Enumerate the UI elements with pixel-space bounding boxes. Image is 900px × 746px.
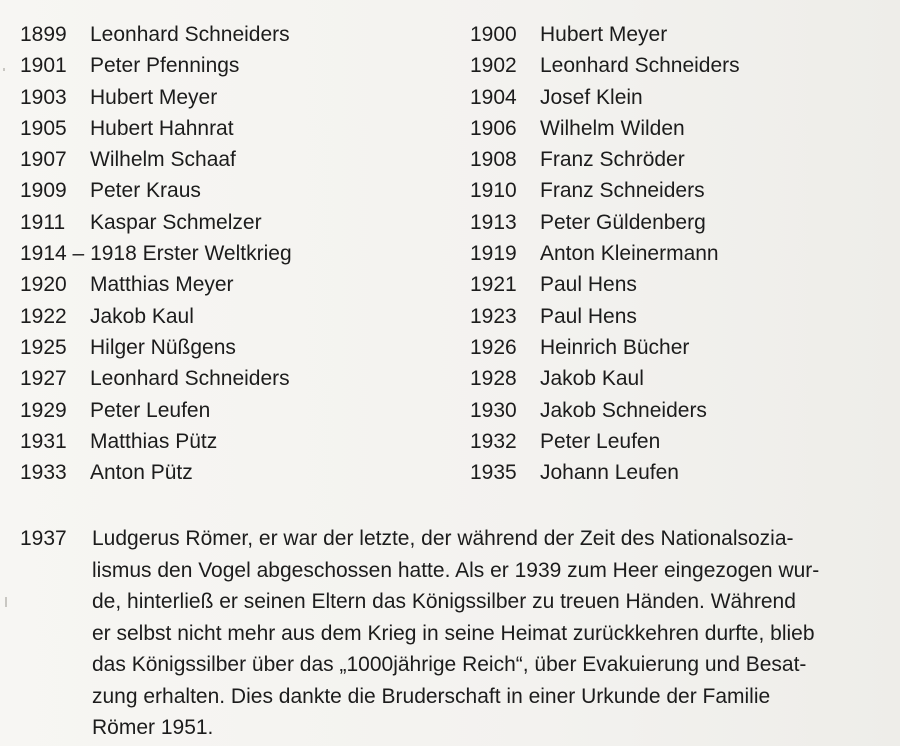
entry-name: Peter Pfennings — [90, 54, 240, 78]
entry-year: 1906 — [470, 116, 517, 140]
note-line: de, hinterließ er seinen Eltern das Königssilber zu treuen Händen. Während — [92, 590, 796, 613]
list-item — [470, 207, 740, 238]
list-item — [470, 426, 740, 457]
entry-name: Peter Leufen — [540, 429, 661, 453]
entry-year: 1927 — [20, 367, 67, 391]
entry-year: 1899 — [20, 23, 67, 46]
list-item — [470, 269, 740, 300]
entry-name: Josef Klein — [540, 85, 643, 109]
left-column-list — [20, 19, 292, 488]
entry-year: 1928 — [470, 367, 517, 391]
entry-year: 1901 — [20, 54, 67, 78]
entry-name: Matthias Meyer — [90, 273, 234, 297]
list-item — [470, 457, 740, 488]
list-item — [470, 175, 740, 206]
entry-year: 1921 — [470, 273, 517, 297]
entry-year: 1929 — [20, 398, 67, 422]
entry-year: 1920 — [20, 273, 67, 297]
entry-year: 1900 — [470, 23, 517, 46]
entry-year: 1902 — [470, 54, 517, 78]
scan-mark — [3, 68, 5, 71]
entry-year: 1931 — [20, 429, 67, 453]
note-line: er selbst nicht mehr aus dem Krieg in seine Heimat zurückkehren durfte, blieb — [92, 621, 815, 645]
list-item — [470, 50, 740, 81]
list-item — [20, 113, 292, 144]
note-line: Ludgerus Römer, er war der letzte, der während der Zeit des Nationalsozia- — [92, 527, 794, 550]
entry-name: Anton Kleinermann — [540, 242, 719, 266]
entry-year: 1907 — [20, 148, 67, 172]
entry-name: Paul Hens — [540, 273, 637, 297]
entry-name: Matthias Pütz — [90, 429, 218, 453]
entry-name: Kaspar Schmelzer — [90, 210, 262, 234]
entry-year: 1935 — [470, 461, 517, 485]
list-item — [20, 50, 292, 81]
list-item — [470, 395, 740, 426]
entry-year: 1910 — [470, 179, 517, 203]
list-item — [20, 19, 292, 50]
entry-year: 1903 — [20, 85, 67, 109]
list-item — [470, 19, 740, 50]
note-year: 1937 — [20, 527, 67, 550]
entry-name: Franz Schneiders — [540, 179, 705, 203]
list-item — [20, 395, 292, 426]
list-item — [470, 238, 740, 269]
list-item — [20, 269, 292, 300]
entry-name: Hubert Meyer — [540, 23, 668, 46]
entry-name: Peter Kraus — [90, 179, 201, 203]
entry-name: Wilhelm Wilden — [540, 116, 685, 140]
entry-year: 1932 — [470, 429, 517, 453]
entry-year: 1909 — [20, 179, 67, 203]
entry-name: Leonhard Schneiders — [90, 367, 290, 391]
entry-year: 1904 — [470, 85, 517, 109]
list-item — [20, 238, 292, 269]
list-item — [470, 332, 740, 363]
entry-name: Peter Güldenberg — [540, 210, 706, 234]
note-line: das Königssilber über das „1000jährige Reich“, über Evakuierung und Besat- — [92, 653, 807, 676]
entry-name: Anton Pütz — [90, 461, 193, 485]
list-item — [470, 144, 740, 175]
list-item — [20, 332, 292, 363]
list-item — [20, 144, 292, 175]
entry-year: 1911 — [20, 210, 66, 234]
entry-name: Hilger Nüßgens — [90, 335, 236, 359]
entry-year: 1925 — [20, 335, 67, 359]
entry-year: 1905 — [20, 116, 67, 140]
list-item — [20, 207, 292, 238]
entry-year: 1913 — [470, 210, 517, 234]
entry-year: 1919 — [470, 242, 517, 266]
note-line: zung erhalten. Dies dankte die Bruderschaft in einer Urkunde der Familie — [92, 684, 771, 708]
entry-year: 1922 — [20, 304, 67, 328]
entry-name: Leonhard Schneiders — [90, 23, 290, 46]
entry-name: Jakob Kaul — [90, 304, 194, 328]
list-item — [20, 363, 292, 394]
note-paragraph — [20, 523, 890, 744]
list-item — [20, 175, 292, 206]
entry-name: Peter Leufen — [90, 398, 211, 422]
entry-name: Hubert Hahnrat — [90, 116, 234, 140]
entry-year: 1930 — [470, 398, 517, 422]
list-item — [470, 363, 740, 394]
entry-year: 1923 — [470, 304, 517, 328]
note-line: Römer 1951. — [92, 716, 214, 739]
list-item — [470, 82, 740, 113]
entry-name: Franz Schröder — [540, 148, 685, 172]
entry-name: Heinrich Bücher — [540, 335, 690, 359]
entry-name: Jakob Schneiders — [540, 398, 707, 422]
entry-year: 1908 — [470, 148, 517, 172]
entry-year: 1926 — [470, 335, 517, 359]
list-item — [20, 82, 292, 113]
entry-name: Paul Hens — [540, 304, 637, 328]
entry-name: Hubert Meyer — [90, 85, 218, 109]
entry-name: Jakob Kaul — [540, 367, 644, 391]
entry-name: Johann Leufen — [540, 461, 679, 485]
note-text — [92, 523, 888, 744]
right-column-list — [470, 19, 740, 488]
entry-name: Erster Weltkrieg — [142, 242, 292, 266]
list-item — [470, 301, 740, 332]
list-item — [20, 426, 292, 457]
list-item — [20, 301, 292, 332]
entry-year: 1914 – 1918 — [20, 242, 137, 266]
note-line: lismus den Vogel abgeschossen hatte. Als er 1939 zum Heer eingezogen wur- — [92, 558, 820, 582]
entry-year: 1933 — [20, 461, 67, 485]
scan-mark — [5, 597, 7, 607]
entry-name: Leonhard Schneiders — [540, 54, 740, 78]
list-item — [470, 113, 740, 144]
list-item — [20, 457, 292, 488]
entry-name: Wilhelm Schaaf — [90, 148, 236, 172]
